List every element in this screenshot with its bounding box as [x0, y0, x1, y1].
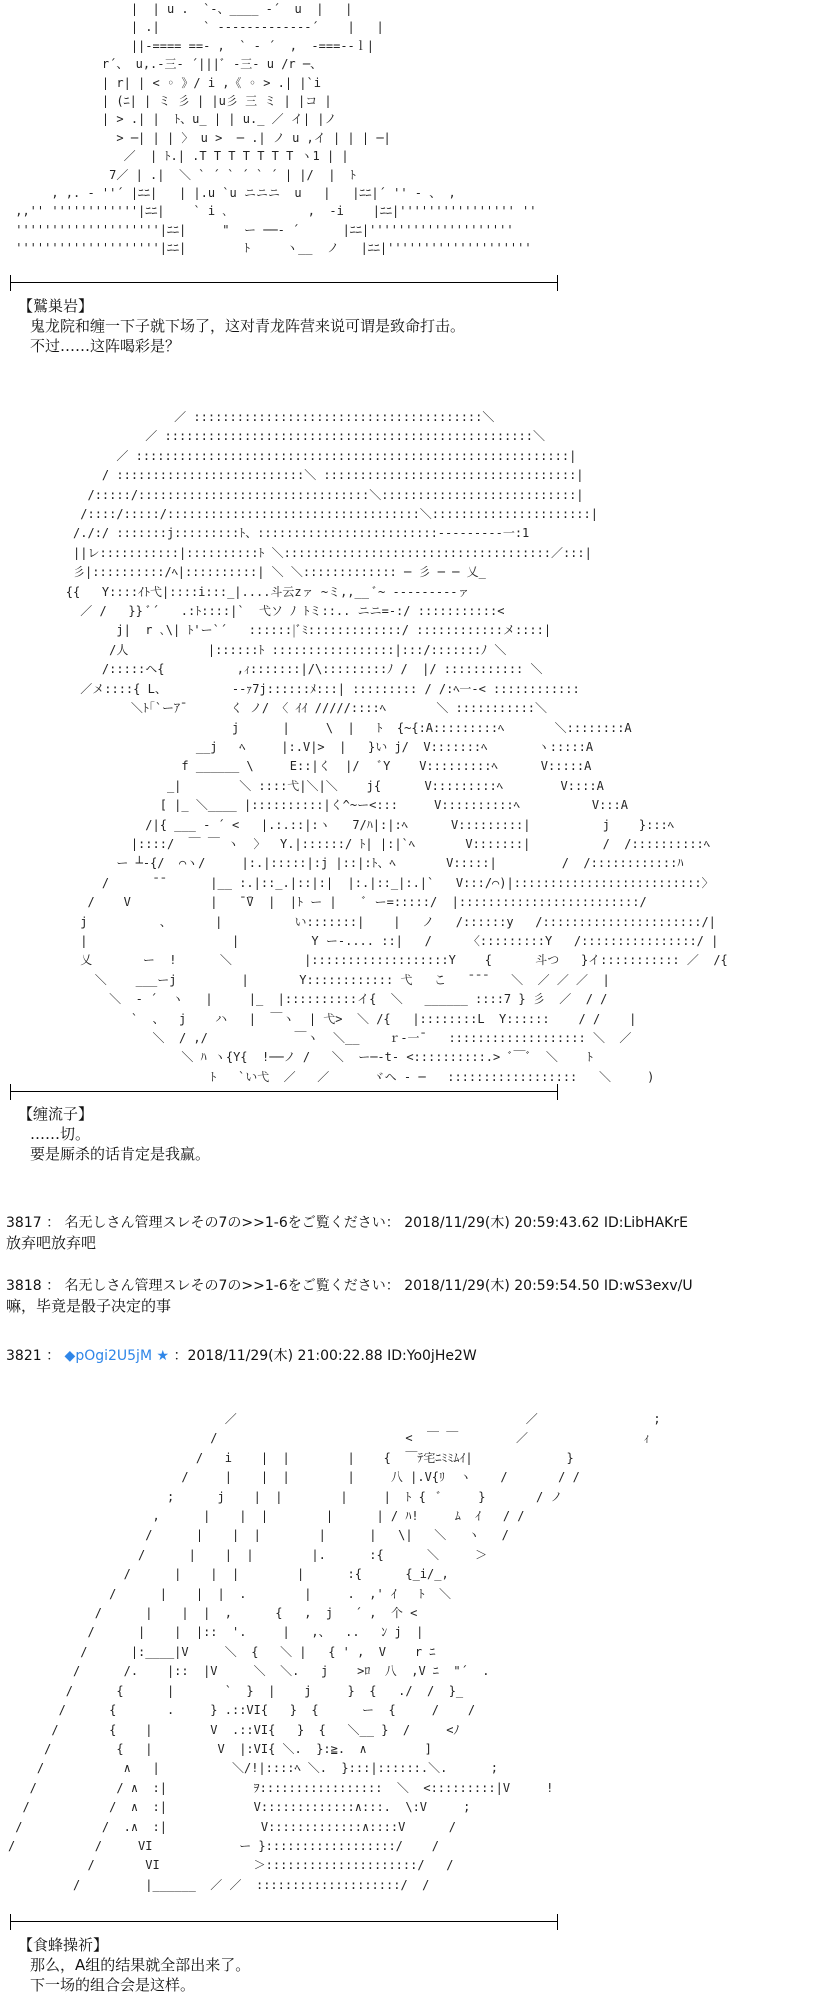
dialog-line: 要是厮杀的话肯定是我赢。 — [30, 1145, 211, 1163]
dialog-ryuko — [18, 1104, 210, 1164]
speaker-name: 【缠流子】 — [18, 1105, 94, 1123]
dialog-line: ……切。 — [30, 1125, 91, 1143]
tripcode-link[interactable]: ◆pOgi2U5jM ★ — [64, 1348, 170, 1364]
ascii-art-washizu: | | u . `-、____ -´ u | | | .| ` ‐-----------‐´ | | ||-==== ==- , ` ‐ ´ , -===--ｌ| r´、 u,.-三- ´|||ﾞ -三- u /r ─、 | r| | < ◦ 》/ i ,《 ◦ > .| |`i | (ﾆ| | ミ 彡 | |u彡 三 ミ | |コ | | > .| | ﾄ、u_ | | u._ ／ イ| |ノ > ─| | | 〉 u > ─ .| ノ u ,イ | | | ─| ／ | ﾄ.| .T T T T T T T ヽ1 | | 7／ | .| ＼ ` ´ ` ´ ` ´ | |/ | ﾄ , ,. - ''´ |ﾆﾆ| | |.u `u ニニニ u | |ﾆﾆ|´ '' ‐ 、 , ,,'' ''''''''''''|ﾆﾆ| ` i ､ , -i |ﾆﾆ|'''''''''''''''' '' ''''''''''''''''''''|ﾆﾆ| " ー ──‐ ´ |ﾆﾆ|'''''''''''''''''''' ''''''''''''''''''''|ﾆﾆ| ﾄ ヽ__ ノ |ﾆﾆ|'''''''''''''''''''' — [15, 2, 537, 256]
post-body: 嘛，毕竟是骰子决定的事 — [6, 1297, 172, 1315]
post-body: 放弃吧放弃吧 — [6, 1234, 97, 1252]
post-header: 3817 ： 名无しさん管理スレその7の>>1-6をご覧ください： 2018/11/29(木) 20:59:43.62 ID:LibHAKrE — [6, 1215, 688, 1231]
dialog-washizu — [18, 296, 465, 356]
dialog-shokuhou — [18, 1935, 250, 1995]
scene-divider — [10, 1091, 558, 1092]
scene-divider — [10, 282, 558, 283]
post-meta: ：2018/11/29(木) 21:00:22.88 ID:Yo0jHe2W — [173, 1348, 477, 1364]
post-number: 3821 ： — [6, 1348, 61, 1364]
ascii-art-ryuko: ／ ::::::::::::::::::::::::::::::::::::::::＼ ／ :::::::::::::::::::::::::::::::::::::::::::::::::::＼ ／ ::::::::::::::::::::::::::::::::::::::::::::::::::::::::::::| / ::::::::::::::::::::::::::＼ :::::::::::::::::::::::::::::::::::| /:::::/::::::::::::::::::::::::::::::::＼:::::::::::::::::::::::::::| /::::/:::::/:::::::::::::::::::::::::::::::::::＼::::::::::::::::::::::| /./:/ :::::::j:::::::::ﾄ、:::::::::::::::::::::::::---------一:1 ||レ:::::::::::|::::::::::ﾄ ＼:::::::::::::::::::::::::::::::::::::／:::| 彡|::::::::::/ﾍ|::::::::::| ＼ ＼::::::::::::: ─ 彡 ─ ─ 乂_ {{ Y::::ｲﾄ弋|::::i:::_|....斗云zァ ~ミ,,__ ﾞ~ ---------ァ ／ / }} ﾞ´ .:ﾄ::::|` 弋ソ ﾉ ﾄミ::.. ニニ=-:/ :::::::::::< j| r ､\| ﾄ'ー`´ ::::::|ﾞﾐ:::::::::::::/ ::::::::::::メ::::| /人 |::::::ﾄ :::::::::::::::::|:::/:::::::ﾉ ＼ /:::::ヘ{ ,ｨ:::::::|/\:::::::::ﾉ / |/ ::::::::::: ＼ ／メ::::{ L、 --ｧ7j::::::ﾒ:::| ::::::::: / /:ﾍ一-< :::::::::::: ＼ﾄ｢`ーｱ¯ く ノ/ 〈 ｲｲ /////::::ﾍ ＼ :::::::::::＼ j | \ | ﾄ {~{:A:::::::::ﾍ ＼::::::::A __j ﾍ |:.V|> | }い j/ V:::::::ﾍ ヽ:::::A f ______ \ E::|く |/ ﾞY V:::::::::ﾍ V:::::A _| ＼ ::::弋|＼|＼ j{ V:::::::::ﾍ V::::A [ |_ ＼____ |::::::::::|く^~ー<::: V::::::::::ﾍ V:::A /|{ ___ ‐ ´ < |.:.::|:ヽ 7/ﾊ|:|:ﾍ V:::::::::| j }:::ﾍ |::::/ ￣ ￣ ヽ 〉 Y.|::::::/ ﾄ| |:|`ﾍ V:::::::| / /::::::::::ﾍ ー ┴-{/ ⌒ヽ/ |:.|:::::|:j |::|:ﾄ、ﾍ V:::::| / /::::::::::::ﾊ / ̄ ̄ |__ :.|::_.|::|:| |:.|::_|:.|` V:::/⌒)|::::::::::::::::::::::::::〉 / V | ̄ ̄V | |ﾄ ー | ﾞ ー=:::::/ |:::::::::::::::::::::::::/ j 、 | い:::::::| | ノ /::::::y /::::::::::::::::::::::/| | | Y ー-.... ::| / 〈:::::::::Y /::::::::::::::::/ | 乂 ー ! ＼ |:::::::::::::::::::Y { 斗つ }イ::::::::::: ／ /{ ＼ ___ーj | Y:::::::::::: 弋 こ ̄ ̄ ̄ ＼ ／ ／ ／ | ＼ ‐ ´ ヽ | |_ |::::::::::イ{ ＼ ______ ::::7 } 彡 ／ / / ` 、 j ハ | ￣ヽ | 弋> ＼ /{ |::::::::L Y:::::: / / | ＼ / ,/ ￣ヽ ＼__ ｒ-一¯ ::::::::::::::::::: ＼ ／ ＼ ﾊ ヽ{Y{ !──ノ / ＼ ー─‐t‐ <::::::::::.> ﾞ￣ﾞ ＼ ﾄ ﾄ `い弋 ／ ／ ヾヘ ‐ ─ :::::::::::::::::: ＼ ) — [65, 410, 728, 1084]
post-header: 3818 ： 名无しさん管理スレその7の>>1-6をご覧ください： 2018/11/29(木) 20:59:54.50 ID:wS3exv/U — [6, 1278, 693, 1294]
dialog-line: 那么，A组的结果就全部出来了。 — [30, 1956, 251, 1974]
speaker-name: 【鷲巣岩】 — [18, 297, 94, 315]
dialog-line: 不过……这阵喝彩是？ — [30, 337, 181, 355]
scene-divider — [10, 1921, 558, 1922]
speaker-name: 【食蜂操祈】 — [18, 1936, 109, 1954]
post-header-3821 — [6, 1346, 477, 1366]
dialog-line: 下一场的组合会是这样。 — [30, 1976, 196, 1994]
ascii-art-shokuhou: ／ ／ ; / < ￣ ￣ ／ ｨ / i | | | { ￣ﾃ宅ﾆﾐﾐﾑｲ| } / | | | | 八 |.V{ﾘ ヽ / / / ; j | | | | ﾄ { ﾞ } / ノ , | | | | | / ﾊ! ﾑ ｲ / / / | | | | | \| ＼ ヽ / / | | | |. :{ ＼ ＞ / | | | | :{ {_i/_, / | | | . | . ,' ｲ ﾄ ＼ / | | | , { , j ´ , 个 < / | | |:: '. | ,、 .. ﾝ j | / |:____|V ＼ { ＼ | { ' , V r ﾆ / /. |:: |V ＼ ＼. j >ﾛ 八 ,V ﾆ "´ . / { | ` } | j } { ./ / }_ / { . } .::VI{ } { ー { / / / { | V .::VI{ } { ＼__ } / <ﾉ / { | V |:VI{ ＼. }:≧. ∧ ] / ∧ | ＼/!|::::ﾍ ＼. }:::|::::::.＼. ; / / ∧ :| ｦ::::::::::::::::: ＼ <:::::::::|V ! / / ∧ :| V:::::::::::::∧:::. \:V ; / / .∧ :| V:::::::::::::∧::::V / / / VI ー }::::::::::::::::::/ / / VI ＞:::::::::::::::::::::/ / / |______ ／ ／ ::::::::::::::::::::/ / — [8, 1412, 661, 1892]
dialog-line: 鬼龙院和缠一下子就下场了，这对青龙阵营来说可谓是致命打击。 — [30, 317, 466, 335]
